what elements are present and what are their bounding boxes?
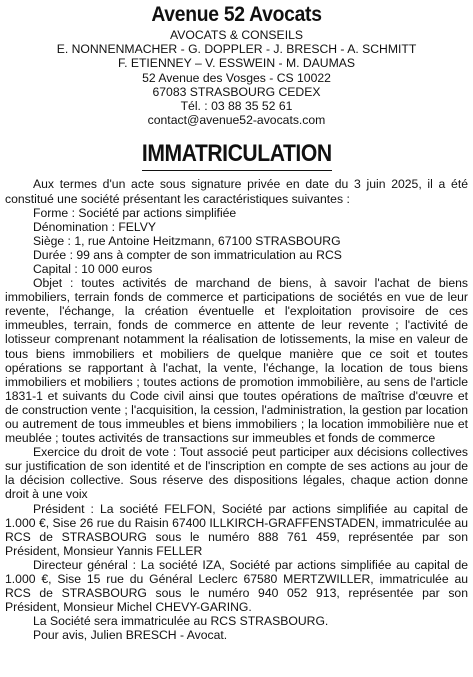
notice-body (5, 177, 468, 642)
duree-line: Durée : 99 ans à compter de son immatriculation au RCS (33, 247, 342, 262)
title-underline (142, 170, 332, 171)
objet-paragraph: Objet : toutes activités de marchand de biens, à savoir l'achat de biens immobiliers, terrain fonds de commerce et participations de sociétés en vue de leur revente, l'échange, la création éventuelle et l'exploitation provisoire de ces immeubles, terrain, fonds de commerce en attente de leur revente ; l'activité de lotisseur comprenant notamment la réalisation de lotissements, la mise en valeur de tous biens immobiliers et mobiliers de quelque manière que ce soit et toutes opérations se rapportant à l'achat, la vente, l'échange, la location de tous biens immobiliers et mobiliers ; toutes actions de promotion immobilière, au sens de l'article 1831-1 et suivants du Code civil ainsi que toutes opérations de maîtrise d'œuvre et de construction vente ; l'acquisition, la cession, l'administration, la gestion par location ou autrement de tous immeubles et biens immobiliers ; la location immobilière nue et meublée ; toutes activités de transactions sur immeubles et fonds de commerce (5, 276, 468, 446)
siege-line: Siège : 1, rue Antoine Heitzmann, 67100 STRASBOURG (33, 233, 341, 248)
capital-line: Capital : 10 000 euros (33, 261, 153, 276)
pour-avis-line: Pour avis, Julien BRESCH - Avocat. (33, 628, 228, 643)
partners-line-2: F. ETIENNEY – V. ESSWEIN - M. DAUMAS (117, 56, 356, 71)
notice-title-text: IMMATRICULATION (141, 140, 332, 168)
notice-title (5, 139, 468, 169)
partners-line-1: E. NONNENMACHER - G. DOPPLER - J. BRESCH - A. SCHMITT (56, 42, 417, 57)
denomination-line: Dénomination : FELVY (33, 219, 157, 234)
phone-number: Tél. : 03 88 35 52 61 (180, 99, 293, 114)
firm-tagline: AVOCATS & CONSEILS (170, 28, 303, 42)
intro-paragraph: Aux termes d'un acte sous signature privée en date du 3 juin 2025, il a été constitué une société présentant les caractéristiques suivantes : (5, 177, 468, 206)
president-paragraph: Président : La société FELFON, Société par actions simplifiée au capital de 1.000 €, Sise 26 rue du Raisin 67400 ILLKIRCH-GRAFFENSTADEN, immatriculée au RCS de STRASBOURG sous le numéro 888 761 459, représentée par son Président, Monsieur Yannis FELLER (5, 501, 468, 558)
notice-title-wrap (5, 139, 468, 169)
address-street: 52 Avenue des Vosges - CS 10022 (142, 70, 331, 85)
address-city: 67083 STRASBOURG CEDEX (152, 84, 321, 99)
directeur-paragraph: Directeur général : La société IZA, Société par actions simplifiée au capital de 1.000 €, Sise 15 rue du Général Leclerc 67580 MERTZWILLER, immatriculée au RCS de STRASBOURG sous le numéro 940 052 913, représentée par son Président, Monsieur Michel CHEVY-GARING. (5, 557, 468, 615)
forme-line: Forme : Société par actions simplifiée (33, 205, 237, 220)
vote-paragraph: Exercice du droit de vote : Tout associé peut participer aux décisions collectives sur justification de son identité et de l'inscription en compte de ses actions au jour de la décision collective. Sous réserve des dispositions légales, chaque action donne droit à une voix (5, 445, 468, 502)
immatriculation-line: La Société sera immatriculée au RCS STRASBOURG. (33, 614, 329, 629)
firm-name: Avenue 52 Avocats (151, 3, 322, 26)
contact-email: contact@avenue52-avocats.com (147, 113, 326, 128)
